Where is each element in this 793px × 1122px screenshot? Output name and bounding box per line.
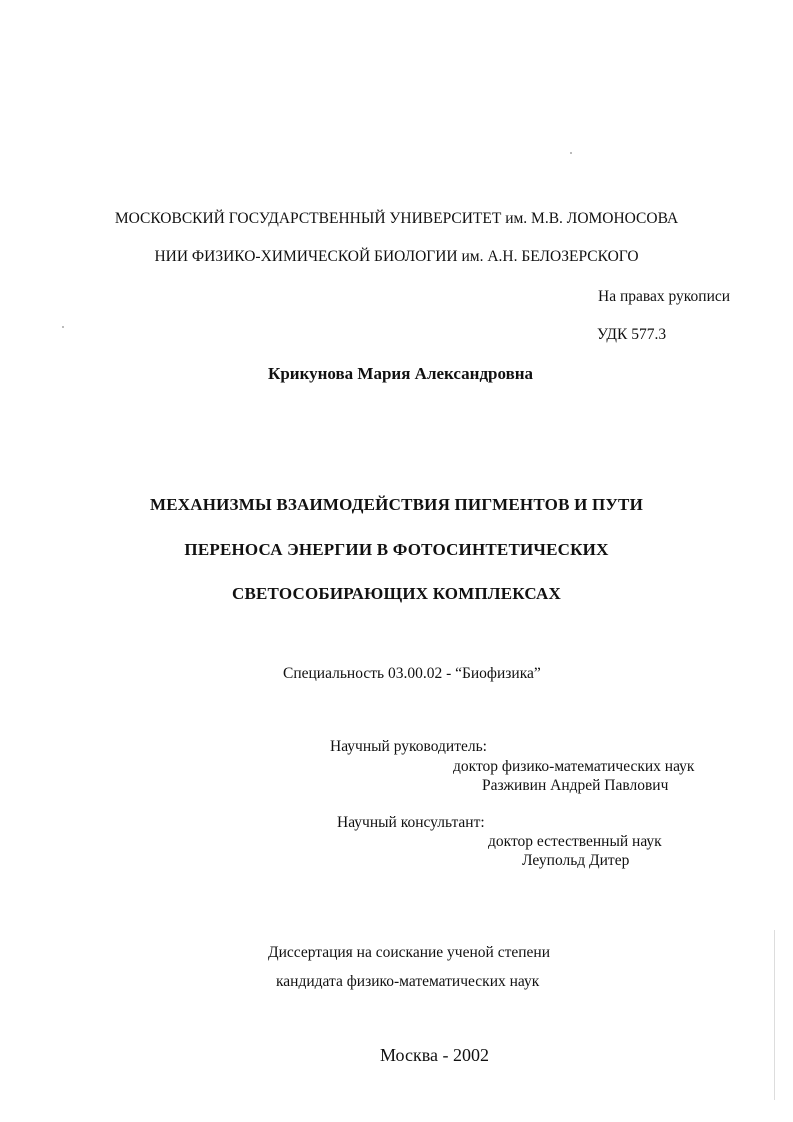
dissertation-line-2: кандидата физико-математических наук	[276, 973, 540, 990]
thesis-title-line-1: МЕХАНИЗМЫ ВЗАИМОДЕЙСТВИЯ ПИГМЕНТОВ И ПУТИ	[149, 495, 644, 514]
specialty: Специальность 03.00.02 - “Биофизика”	[283, 665, 541, 682]
author-name: Крикунова Мария Александровна	[268, 364, 534, 383]
scan-speck	[570, 152, 572, 154]
consultant-name: Леупольд Дитер	[522, 852, 630, 869]
supervisor-degree: доктор физико-математических наук	[453, 758, 695, 775]
udc-code: УДК 577.3	[597, 326, 667, 343]
university-name: МОСКОВСКИЙ ГОСУДАРСТВЕННЫЙ УНИВЕРСИТЕТ им. М.В. ЛОМОНОСОВА	[114, 210, 679, 227]
supervisor-name: Разживин Андрей Павлович	[482, 777, 669, 794]
manuscript-note: На правах рукописи	[598, 288, 731, 305]
scan-edge-shadow	[774, 930, 775, 1100]
thesis-title-line-2: ПЕРЕНОСА ЭНЕРГИИ В ФОТОСИНТЕТИЧЕСКИХ	[184, 540, 609, 559]
consultant-degree: доктор естественный наук	[488, 833, 662, 850]
thesis-title-line-3: СВЕТОСОБИРАЮЩИХ КОМПЛЕКСАХ	[232, 584, 561, 603]
scan-speck	[62, 326, 64, 328]
consultant-label: Научный консультант:	[337, 814, 485, 831]
city-year: Москва - 2002	[380, 1045, 489, 1065]
dissertation-line-1: Диссертация на соискание ученой степени	[268, 944, 550, 961]
supervisor-label: Научный руководитель:	[330, 738, 487, 755]
institute-name: НИИ ФИЗИКО-ХИМИЧЕСКОЙ БИОЛОГИИ им. А.Н. БЕЛОЗЕРСКОГО	[154, 248, 639, 265]
